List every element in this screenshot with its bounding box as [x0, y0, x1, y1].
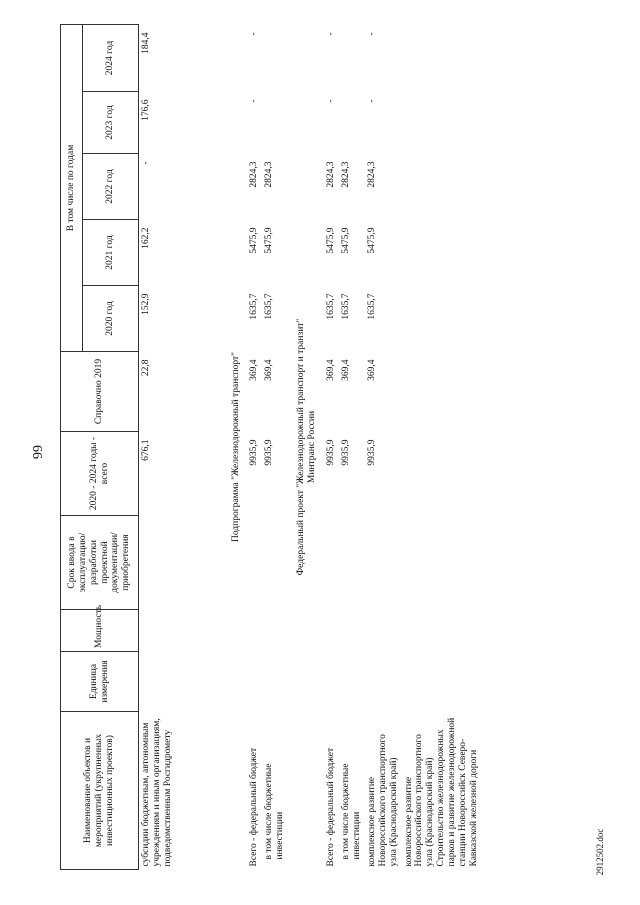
cell-ref: 369,4 — [249, 359, 260, 381]
cell-2021: 162,2 — [141, 227, 151, 249]
table-row — [402, 25, 482, 870]
cell-2024 — [262, 25, 288, 92]
cell-2020: 1635,7 — [340, 293, 351, 320]
cell-2020: 152,9 — [141, 293, 151, 315]
cell-2024: - — [326, 32, 337, 36]
cell-2023 — [339, 92, 365, 154]
cell-2023: - — [249, 99, 260, 103]
header-year-2022: 2022 год — [83, 154, 139, 220]
cell-2022: 2824,3 — [264, 161, 275, 188]
cell-2021: 5475,9 — [366, 227, 377, 254]
cell-total: 9935,9 — [366, 439, 377, 466]
cell-total: 9935,9 — [249, 439, 260, 466]
header-capacity: Мощность — [61, 610, 139, 652]
cell-total: 9935,9 — [264, 439, 275, 466]
row-name: Всего - федеральный бюджет — [326, 747, 337, 867]
section-title-row — [223, 25, 248, 870]
document-code: 2912502.doc — [595, 828, 605, 876]
cell-2024 — [339, 25, 365, 92]
budget-table — [60, 24, 482, 870]
cell-ref: 369,4 — [366, 359, 377, 381]
cell-2021: 5475,9 — [326, 227, 337, 254]
cell-ref — [402, 352, 482, 432]
section-title-row — [288, 25, 307, 870]
cell-2022 — [402, 154, 482, 220]
cell-ref: 22,8 — [141, 359, 151, 377]
cell-2022: 2824,3 — [366, 161, 377, 188]
header-year-2020: 2020 год — [83, 286, 139, 352]
cell-2024: 184,4 — [141, 32, 151, 54]
header-years-group: В том числе по годам — [61, 25, 83, 352]
cell-2023 — [262, 92, 288, 154]
cell-total: 9935,9 — [326, 439, 337, 466]
table-row — [339, 25, 365, 870]
cell-2023: - — [366, 99, 377, 103]
cell-2024: - — [366, 32, 377, 36]
header-total: 2020 - 2024 годы - всего — [61, 432, 139, 516]
row-name: в том числе бюджетные инвестиции — [340, 763, 362, 860]
cell-ref: 369,4 — [326, 359, 337, 381]
subprogram-title: Подпрограмма "Железнодорожный транспорт" — [230, 351, 241, 543]
cell-2021 — [402, 220, 482, 286]
cell-total: 9935,9 — [340, 439, 351, 466]
section-title-row — [307, 25, 324, 870]
header-year-2021: 2021 год — [83, 220, 139, 286]
header-name: Наименование объектов и мероприятий (укрупненных инвестиционных проектов) — [61, 712, 139, 870]
cell-2024 — [402, 25, 482, 92]
ministry-name: Минтранс России — [307, 410, 318, 484]
cell-2024: - — [249, 32, 260, 36]
header-unit: Единица измерения — [61, 652, 139, 712]
cell-2021: 5475,9 — [249, 227, 260, 254]
header-reference-2019: Справочно 2019 — [61, 352, 139, 432]
table-row — [247, 25, 262, 870]
cell-2020 — [402, 286, 482, 352]
federal-project-title: Федеральный проект "Железнодорожный транспорт и транзит" — [296, 318, 307, 576]
page-number: 66 — [29, 445, 44, 459]
row-name: в том числе бюджетные инвестиции — [264, 763, 286, 860]
cell-2022: 2824,3 — [340, 161, 351, 188]
table-row — [262, 25, 288, 870]
header-term: Срок ввода в эксплуатацию/ разработки проектной документации/ приобретения — [61, 516, 139, 610]
cell-2023 — [402, 92, 482, 154]
row-name: субсидии бюджетным, автономным учреждениям и иным организациям, подведомственным Росгидромету — [141, 718, 173, 867]
rotated-page-content — [60, 25, 580, 870]
cell-ref: 369,4 — [340, 359, 351, 381]
cell-ref: 369,4 — [264, 359, 275, 381]
cell-2022: - — [141, 161, 151, 165]
table-row — [324, 25, 339, 870]
cell-total: 676,1 — [141, 439, 151, 461]
row-name: Всего - федеральный бюджет — [249, 747, 260, 867]
cell-total — [402, 432, 482, 516]
cell-2023: - — [326, 99, 337, 103]
cell-2020: 1635,7 — [264, 293, 275, 320]
cell-2022: 2824,3 — [326, 161, 337, 188]
row-name: комплексное развитие Новороссийского транспортного узла (Краснодарский край) — [366, 734, 399, 867]
cell-2020: 1635,7 — [249, 293, 260, 320]
row-name: комплексное развитие Новороссийского транспортного узла (Краснодарский край) Строительство железнодорожных парков и развитие железнодорожной станции Новороссийск Северо-Кавказской железной дороги — [403, 717, 480, 867]
cell-2021: 5475,9 — [340, 227, 351, 254]
table-row — [139, 25, 223, 870]
cell-2021: 5475,9 — [264, 227, 275, 254]
header-year-2023: 2023 год — [83, 92, 139, 154]
cell-2020: 1635,7 — [326, 293, 337, 320]
cell-2022: 2824,3 — [249, 161, 260, 188]
cell-2023: 176,6 — [141, 99, 151, 121]
header-year-2024: 2024 год — [83, 25, 139, 92]
table-row — [365, 25, 402, 870]
cell-2020: 1635,7 — [366, 293, 377, 320]
